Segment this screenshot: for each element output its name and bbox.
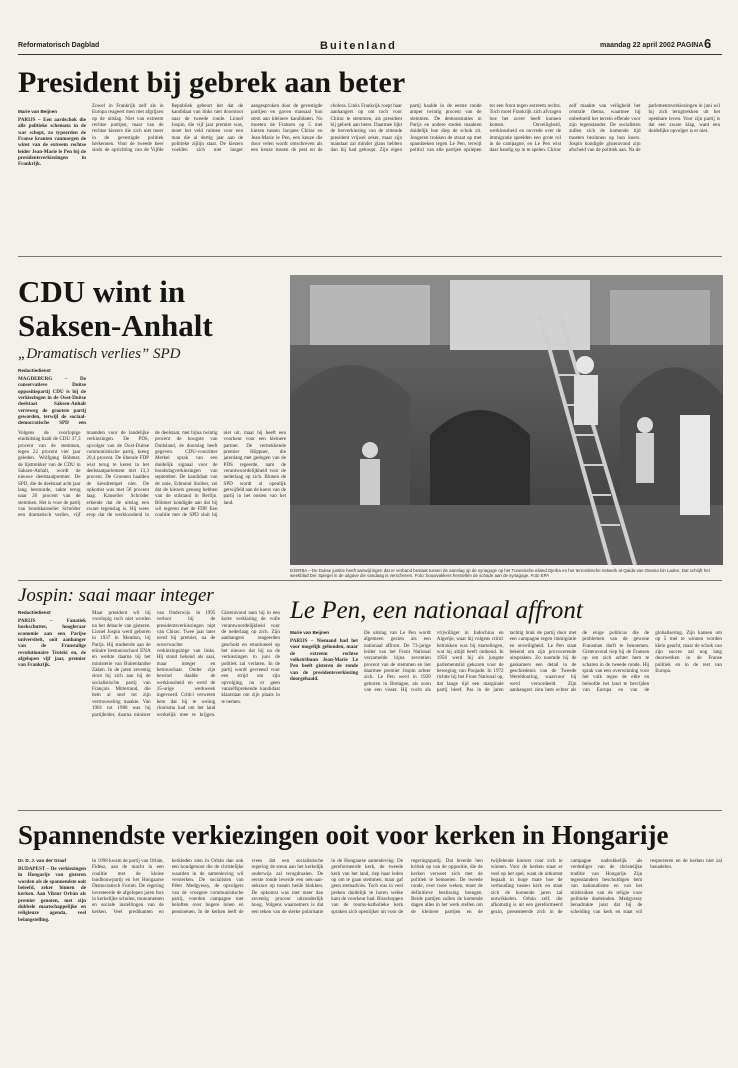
body-jospin-col1 xyxy=(18,692,86,800)
synagogue-photo xyxy=(290,275,723,565)
divider xyxy=(18,580,722,581)
body-lepen: De uitslag van Le Pen wordt algemeen gezien als een nationaal affront. De 73-jarige leider van het Front National verzamelde bijna zeventien procent van de stemmen en liet daarmee premier Jospin achter zich. Le Pen werd in 1928 geboren in Bretagne, als zoon van een visser. Hij vocht als vrijwilliger in Indochina en Algerije, waar hij volgens critici betrokken was bij martelingen, wat hij altijd heeft ontkend. In 1956 werd hij als jongste parlementslid gekozen voor de beweging van Poujade. In 1972 richtte hij het Front National op, dat lange tijd een marginale partij bleef. Pas in de jaren tachtig brak de partij door met een campagne tegen immigratie en onveiligheid. Le Pen staat bekend om zijn provocerende uitspraken. Zo noemde hij de gaskamers een detail in de geschiedenis van de Tweede Wereldoorlog, waarvoor hij werd veroordeeld. Zijn aanhangers zien hem echter als de enige politicus die de problemen van de gewone Fransman durft te benoemen. Gisteravond riep hij de Fransen op om zich achter hem te scharen in de tweede ronde. Hij sprak van een overwinning voor het volk tegen de elite en beloofde het land te bevrijden van Europa en van de globalisering. Zijn kansen om op 5 mei te winnen worden klein geacht, maar de schok van zijn succes zal nog lang doorwerken in de Franse politiek en in de rest van Europa. xyxy=(364,630,722,694)
byline-cdu: Redactiedienst xyxy=(18,368,51,373)
body-hongarije: In 1998 kwam de partij van Orbán, Fidesz, aan de macht in een coalitie met de kleine landbouwpartij en het Hongaarse Democratisch Forum. De regering investeerde de afgelopen jaren fors in kerkelijke scholen, monumenten en sociale instellingen van de kerken. Veel predikanten en kerkleden zien in Orbán dan ook een bondgenoot die de christelijke waarden in de samenleving wil versterken. De socialisten van Péter Medgyessy, de opvolgers van de vroegere communistische partij, voerden campagne met beloften over hogere lonen en pensioenen. In de kerken leeft de vrees dat een socialistische regering de steun aan het kerkelijk onderwijs zal terugdraaien. De eerste ronde leverde een nek-aan-nekrace op tussen beide blokken. De opkomst was met meer dan zeventig procent uitzonderlijk hoog. Volgens waarnemers is dat een teken van de sterke polarisatie in de Hongaarse samenleving. De gereformeerde kerk, de tweede kerk van het land, riep haar leden op om te gaan stemmen, maar gaf geen stemadvies. Toch was in veel preken duidelijk te horen welke kant de voorkeur had. Bisschoppen van de rooms-katholieke kerk spraken zich openlijker uit voor de regeringspartij. Dat leverde hen kritiek op van de oppositie, die de kerken verweet zich met de politiek te bemoeien. De tweede ronde, over twee weken, moet de definitieve beslissing brengen. Beide partijen zullen de komende dagen alles in het werk stellen om de kleinere partijen en de twijfelende kiezers voor zich te winnen. Voor de kerken staat er veel op het spel, want de uitkomst bepaalt in hoge mate hoe de verhouding tussen kerk en staat zich de komende jaren zal ontwikkelen. Orbán zelf, die afkomstig is uit een gereformeerd gezin, presenteerde zich in de campagne nadrukkelijk als verdediger van de christelijke traditie van Hongarije. Zijn tegenstanders beschuldigen hem van nationalisme en van het misbruiken van de religie voor politieke doeleinden. Medgyessy benadrukte juist dat hij de scheiding van kerk en staat wil respecteren en de kerken niet zal benadelen. xyxy=(92,858,722,915)
lead-jospin: PARIJS – Fanatiek hoekschutter, hoogleraar economie aan een Parijse universiteit, ooit aanhanger van de Franstalige revolutionaire Trotski en, de afgelopen vijf jaar, premier van Frankrijk. xyxy=(18,618,86,669)
headline-jospin: Jospin: saai maar integer xyxy=(18,585,214,606)
lead-hongarije: BUDAPEST – De verkiezingen in Hongarije van gisteren worden als de spannendste ooit beleefd, zeker binnen de kerken. Aan Viktor Orbán als premier genoten, met zijn dubbele maatschappelijke en religieuze agenda, veel belangstelling. xyxy=(18,866,86,923)
byline-president: Marie van Beijnen xyxy=(18,109,58,114)
issue-date: maandag 22 april 2002 PAGINA xyxy=(600,42,704,49)
divider xyxy=(18,256,722,257)
byline-jospin: Redactiedienst xyxy=(18,610,51,615)
headline-cdu-line2: Saksen-Anhalt xyxy=(18,308,213,343)
photo-caption: DJERBA – De Duitse justitie heeft aanwijzingen dat er verband bestaat tussen de aanslag op de synagoge op het Tunesische eiland Djerba en het terroristische netwerk al-Qaida van Osama bin Laden. Dat schrijft het weekblad Der Spiegel in de uitgave die vandaag is verschenen. Foto: bouwvakkers herstellen de schade aan de synagoge. Foto EPA xyxy=(290,568,710,579)
body-cdu-top xyxy=(92,368,286,428)
headline-hongarije: Spannendste verkiezingen ooit voor kerken in Hongarije xyxy=(18,820,669,850)
divider xyxy=(18,810,722,811)
body-president: Zowel in Frankrijk zelf als in Europa reageert men met afgrijzen op de uitslag. Niet van extreem rechtse partijen, maar van de rechtse kiezers die zich niet meer in de gevestigde politiek herkennen. Voor de tweede keer sinds de oprichting van de Vijfde Republiek gebeurt het dat de kandidaat van links niet doorstoot naar de tweede ronde. Lionel Jospin, die vijf jaar premier was, moet het veld ruimen voor een man die al dertig jaar aan de politieke zijlijn staat. De kiezers voelden zich niet langer aangesproken door de gevestigde partijen en gaven massaal hun stem aan kleinere kandidaten. Nu moeten de Fransen op 5 mei kiezen tussen Jacques Chirac en Jean-Marie le Pen, een keuze die door velen wordt omschreven als een keuze tussen de pest en de cholera. Links Frankrijk roept haar aanhangers op om toch voor Chirac te stemmen, als president bij gebrek aan beter. Daarmee lijkt de herverkiezing van de zittende president vrijwel zeker, maar zijn mandaat zal minder glans hebben dan hij had gehoopt. Zijn eigen partij haalde in de eerste ronde amper twintig procent van de stemmen. De demonstraties in Parijs en andere steden maakten duidelijk hoe diep de schok zit. Jongeren trokken de straat op met spandoeken tegen Le Pen, terwijl politici van alle partijen opriepen tot een front tegen extreem rechts. Toch moet Frankrijk zich afvragen hoe het zover heeft kunnen komen. Onveiligheid, werkloosheid en onvrede over de immigratie speelden een grote rol in de campagne, en Le Pen wist daar handig op in te spelen. Chirac zelf maakte van veiligheid het centrale thema, waarmee hij onbedoeld het terrein effende voor zijn tegenstander. De socialisten zullen zich de komende tijd moeten bezinnen op hun koers. Jospin kondigde gisteravond zijn afscheid van de politiek aan. Na de parlementsverkiezingen in juni wil hij zich terugtrekken uit het openbare leven. Voor zijn partij is dat een zware klap, want een duidelijke opvolger is er niet. xyxy=(92,103,720,154)
byline-lepen: Marie van Beijnen xyxy=(290,630,330,635)
body-jospin: Maar president wil hij voorlopig toch niet worden na het debacle van gisteren. Lionel Jospin werd geboren in 1937 in Meudon, bij Parijs. Hij studeerde aan de elitaire bestuursschool ENA en werkte daarna bij het ministerie van Buitenlandse Zaken. In de jaren zeventig sloot hij zich aan bij de socialistische partij van François Mitterrand, die hem al snel tot zijn vertrouweling maakte. Van 1981 tot 1988 was hij partijleider, daarna minister van Onderwijs. In 1995 verloor hij de presidentsverkiezingen nipt van Chirac. Twee jaar later werd hij premier, na de onverwachte verkiezingszege van links. Hij stond bekend als saai, maar integer en betrouwbaar. Onder zijn bewind daalde de werkloosheid en werd de 35-urige werkweek ingevoerd. Critici verweten hem dat hij te weinig charisma had om het land werkelijk mee te krijgen. Gisteravond nam hij in een korte verklaring de volle verantwoordelijkheid voor de nederlaag op zich. Zijn aanhangers reageerden geschokt en emotioneel op het nieuws dat hij na de verkiezingen in juni de politiek zal verlaten. In de partij wordt gevreesd voor een strijd om zijn opvolging, nu er geen vanzelfsprekende kandidaat klaarstaat om zijn plaats in te nemen. xyxy=(92,610,280,718)
byline-hongarije: Dr. D. J. van der Graaf xyxy=(18,858,66,863)
headline-lepen: Le Pen, een nationaal affront xyxy=(290,597,583,624)
headline-cdu-line1: CDU wint in xyxy=(18,274,186,309)
lead-lepen: PARIJS – Niemand had het voor mogelijk gehouden, maar de extreem rechtse volkstribuun Jean-Marie Le Pen heeft gisteren de ronde van de presidentsverkiezing doorgehaald. xyxy=(290,638,358,683)
lead-cdu: MAGDEBURG – De conservatieve Duitse oppositiepartij CDU is bij de verkiezingen in de Oost-Duitse deelstaat Saksen-Anhalt verreweg de grootste partij geworden, terwijl de sociaal-democratische SPD een xyxy=(18,376,86,426)
headline-president: President bij gebrek aan beter xyxy=(18,66,406,99)
body-cdu: Volgens de voorlopige einduitslag haalt de CDU 37,3 procent van de stemmen, tegen 22 procent vier jaar geleden. Wolfgang Böhmer, de lijsttrekker van de CDU in Saksen-Anhalt, wordt de nieuwe deelstaatpremier. De SPD, die de deelstaat acht jaar lang bestuurde, zakte terug naar 20 procent van de stemmen. Het is voor de partij van bondskanselier Schröder een dramatisch verlies, vijf maanden voor de landelijke verkiezingen. De PDS, opvolger van de Oost-Duitse communistische partij, kreeg 20,4 procent. De liberale FDP wist terug te keren in het deelstaatparlement met 13,3 procent. De Groenen haalden de kiesdrempel niet. De opkomst was met 56 procent laag. Kanselier Schröder erkende dat de uitslag een zware tegenslag is. Hij wees erop dat de werkloosheid in de deelstaat, met bijna twintig procent de hoogste van Duitsland, de doorslag heeft gegeven. CDU-voorzitter Merkel sprak van een duidelijk signaal voor de bondsdagverkiezingen van september. De kandidaat van de unie, Edmund Stoiber, zei dat de kiezers genoeg hebben van de stilstand in Berlijn. Böhmer kondigde aan dat hij wil regeren met de FDP. Een coalitie met de SPD sluit hij niet uit, maar hij heeft een voorkeur voor een kleinere partner. De vertrekkende premier Höppner, die jarenlang met gedogen van de PDS regeerde, nam de verantwoordelijkheid voor de nederlaag op zich. Binnen de SPD wordt al openlijk getwijfeld aan de koers van de partij in het oosten van het land. xyxy=(18,430,286,519)
lead-president: PARIJS – Een aardschok die alle politieke schemata in de war schopt, zo typeerden de Franse kranten vanmorgen de winst van de extreem rechtse leider Jean-Marie le Pen bij de presidentsverkiezingen in Frankrijk. xyxy=(18,117,86,168)
header-rule xyxy=(18,54,722,55)
subhead-cdu: „Dramatisch verlies” SPD xyxy=(18,346,181,362)
newspaper-name: Reformatorisch Dagblad xyxy=(18,42,100,49)
page-number: 6 xyxy=(704,36,712,51)
section-title: Buitenland xyxy=(320,40,397,52)
